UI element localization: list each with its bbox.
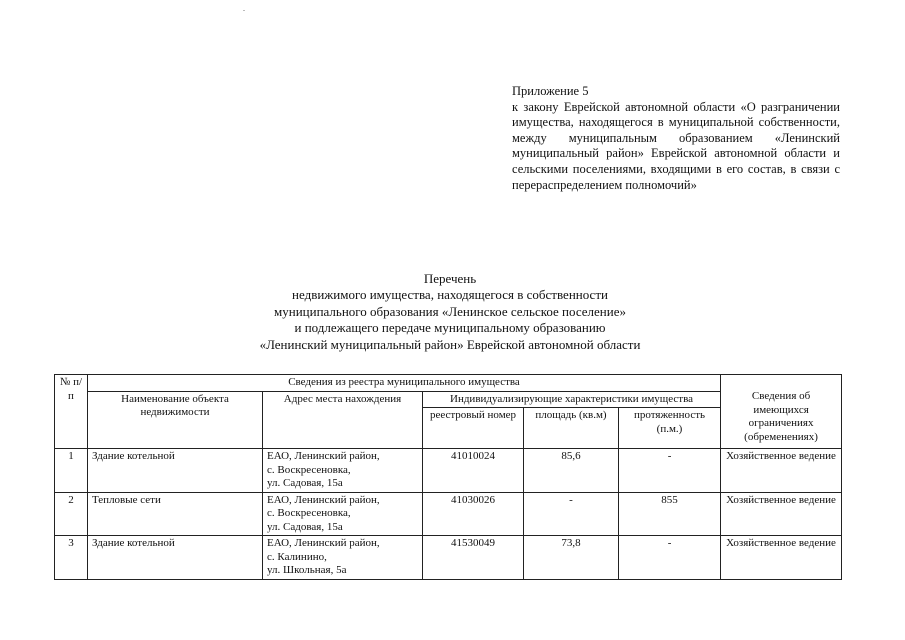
address-line: ЕАО, Ленинский район, — [267, 493, 380, 506]
title-line: «Ленинский муниципальный район» Еврейской автономной области — [259, 336, 641, 352]
cell-reg-number: 41530049 — [423, 536, 524, 580]
cell-address — [263, 492, 423, 536]
title-line: Перечень — [423, 271, 477, 286]
cell-reg-number: 41010024 — [423, 449, 524, 493]
cell-num: 3 — [55, 536, 88, 580]
cell-num: 2 — [55, 492, 88, 536]
table-row — [55, 536, 842, 580]
cell-restriction: Хозяйственное ведение — [721, 492, 842, 536]
header-area: площадь (кв.м) — [524, 408, 619, 449]
cell-name: Тепловые сети — [88, 492, 263, 536]
cell-restriction: Хозяйственное ведение — [721, 449, 842, 493]
cell-address — [263, 536, 423, 580]
cell-length: - — [619, 449, 721, 493]
appendix-text: к закону Еврейской автономной области «О разграничении имущества, находящегося в муниципальной собственности, между муниципальным образованием «Ленинский муниципальный район» Еврейской автономной области и сельскими поселениями, входящими в его состав, в связи с перераспределением полномочий» — [512, 99, 840, 192]
cell-area: - — [524, 492, 619, 536]
address-line: ул. Школьная, 5а — [267, 564, 347, 576]
header-restrictions-text: Сведения об имеющихся ограничениях (обременениях) — [744, 390, 818, 443]
header-restrictions — [721, 375, 842, 449]
scan-speck — [243, 10, 245, 11]
property-table — [54, 374, 842, 580]
address-line: с. Воскресеновка, — [267, 463, 351, 476]
document-title — [150, 271, 750, 353]
address-line: ЕАО, Ленинский район, — [267, 450, 380, 462]
cell-name: Здание котельной — [88, 536, 263, 580]
cell-length: 855 — [619, 492, 721, 536]
address-line: ул. Садовая, 15а — [267, 477, 343, 489]
address-line: ЕАО, Ленинский район, — [267, 537, 380, 549]
header-individual: Индивидуализирующие характеристики имущества — [423, 391, 721, 408]
header-length: протяженность (п.м.) — [619, 408, 721, 449]
title-line: и подлежащего передаче муниципальному образованию — [294, 320, 606, 336]
cell-area: 85,6 — [524, 449, 619, 493]
cell-area: 73,8 — [524, 536, 619, 580]
appendix-heading: Приложение 5 — [512, 84, 589, 98]
title-line: муниципального образования «Ленинское сельское поселение» — [274, 303, 626, 319]
cell-reg-number: 41030026 — [423, 492, 524, 536]
header-name: Наименование объекта недвижимости — [88, 391, 263, 449]
header-registry-info: Сведения из реестра муниципального имущества — [88, 375, 721, 392]
cell-num: 1 — [55, 449, 88, 493]
header-address: Адрес места нахождения — [263, 391, 423, 449]
cell-length: - — [619, 536, 721, 580]
appendix-note — [512, 84, 840, 193]
header-num: № п/п — [55, 375, 88, 449]
table-row — [55, 492, 842, 536]
address-line: ул. Садовая, 15а — [267, 520, 343, 533]
title-line: недвижимого имущества, находящегося в собственности — [292, 287, 608, 303]
cell-name: Здание котельной — [88, 449, 263, 493]
address-line: с. Калинино, — [267, 550, 327, 563]
cell-restriction: Хозяйственное ведение — [721, 536, 842, 580]
header-reg-number: реестровый номер — [423, 408, 524, 449]
cell-address — [263, 449, 423, 493]
table-row — [55, 449, 842, 493]
address-line: с. Воскресеновка, — [267, 507, 351, 519]
